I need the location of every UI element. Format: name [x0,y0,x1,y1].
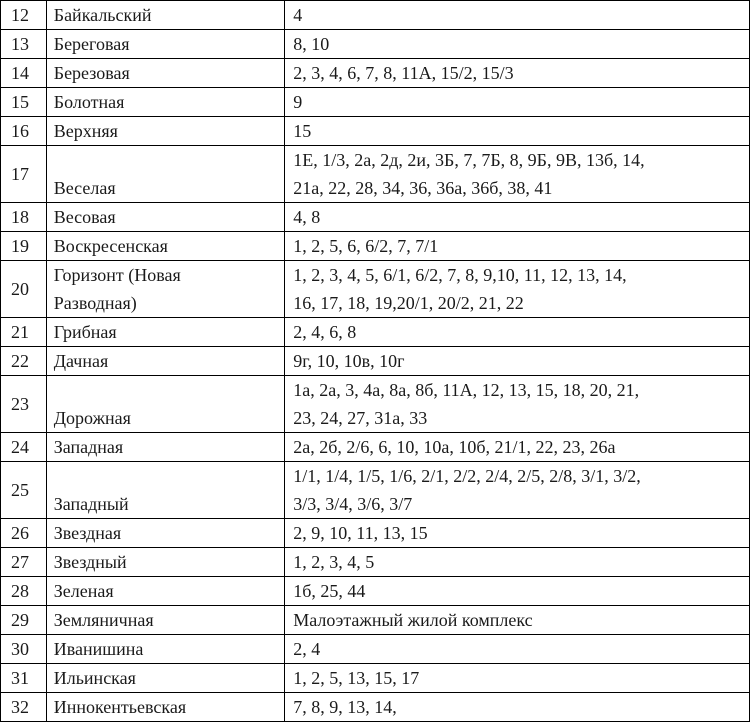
street-name-cell [46,347,285,376]
house-numbers-cell [285,232,750,261]
street-name-cell [46,433,285,462]
house-numbers-cell [285,376,750,433]
table-row [1,664,750,693]
house-numbers-cell [285,1,750,30]
row-number-text: 23 [11,394,29,414]
row-number-text: 28 [11,581,29,601]
row-number-text: 22 [11,351,29,371]
table-row [1,146,750,203]
house-numbers-text: 1, 2, 5, 6, 6/2, 7, 7/1 [293,236,439,256]
house-numbers-text: 7, 8, 9, 13, 14, [293,697,397,717]
row-number-cell [1,1,47,30]
house-numbers-cell [285,261,750,318]
house-numbers-text: 1, 2, 5, 13, 15, 17 [293,668,420,688]
row-number-cell [1,146,47,203]
table-row [1,318,750,347]
row-number-cell [1,433,47,462]
row-number-cell [1,232,47,261]
street-name-cell [46,88,285,117]
street-name-cell [46,519,285,548]
row-number-cell [1,203,47,232]
row-number-text: 16 [11,121,29,141]
house-numbers-text: 2, 4 [293,639,321,659]
house-numbers-cell [285,664,750,693]
street-name-text: Дачная [53,351,109,371]
house-numbers-cell [285,318,750,347]
street-name-cell [46,146,285,203]
row-number-text: 32 [11,697,29,717]
street-name-cell [46,203,285,232]
table-row [1,232,750,261]
house-numbers-cell [285,548,750,577]
house-numbers-text: 1Е, 1/3, 2а, 2д, 2и, 3Б, 7, 7Б, 8, 9Б, 9В, 13б, 14, 21а, 22, 28, 34, 36, 36а, 36б, 38, 41 [293,150,645,198]
row-number-text: 21 [11,322,29,342]
house-numbers-cell [285,347,750,376]
house-numbers-cell [285,59,750,88]
row-number-text: 20 [11,279,29,299]
row-number-text: 18 [11,207,29,227]
street-name-text: Западная [53,437,124,457]
street-name-text: Западный [53,494,129,514]
row-number-cell [1,347,47,376]
house-numbers-cell [285,146,750,203]
table-row [1,261,750,318]
house-numbers-cell [285,577,750,606]
table-row [1,577,750,606]
table-row [1,117,750,146]
table-body [1,1,750,722]
house-numbers-cell [285,519,750,548]
table-row [1,376,750,433]
row-number-cell [1,261,47,318]
house-numbers-text: 1, 2, 3, 4, 5, 6/1, 6/2, 7, 8, 9,10, 11, 12, 13, 14, 16, 17, 18, 19,20/1, 20/2, 21, 22 [293,265,627,313]
street-name-text: Весовая [53,207,116,227]
table-row [1,203,750,232]
street-name-cell [46,376,285,433]
row-number-cell [1,117,47,146]
row-number-cell [1,59,47,88]
house-numbers-text: 4 [293,5,303,25]
house-numbers-text: 1б, 25, 44 [293,581,366,601]
street-name-text: Воскресенская [53,236,168,256]
street-name-text: Иннокентьевская [53,697,187,717]
house-numbers-cell [285,30,750,59]
house-numbers-text: 15 [293,121,312,141]
street-name-cell [46,606,285,635]
house-numbers-text: 1, 2, 3, 4, 5 [293,552,375,572]
house-numbers-text: 9г, 10, 10в, 10г [293,351,405,371]
house-numbers-text: 2, 4, 6, 8 [293,322,357,342]
table-row [1,693,750,722]
house-numbers-cell [285,117,750,146]
house-numbers-cell [285,606,750,635]
table-row [1,548,750,577]
row-number-text: 29 [11,610,29,630]
table-row [1,433,750,462]
row-number-text: 24 [11,437,29,457]
house-numbers-text: 1а, 2а, 3, 4а, 8а, 8б, 11А, 12, 13, 15, 18, 20, 21, 23, 24, 27, 31а, 33 [293,380,640,428]
row-number-cell [1,577,47,606]
row-number-text: 15 [11,92,29,112]
row-number-text: 30 [11,639,29,659]
table-row [1,30,750,59]
street-name-text: Иванишина [53,639,144,659]
street-name-cell [46,577,285,606]
street-name-text: Береговая [53,34,130,54]
row-number-cell [1,664,47,693]
house-numbers-cell [285,462,750,519]
street-name-cell [46,693,285,722]
street-name-cell [46,117,285,146]
row-number-cell [1,376,47,433]
street-name-cell [46,664,285,693]
row-number-text: 26 [11,523,29,543]
street-name-cell [46,635,285,664]
street-name-cell [46,1,285,30]
street-name-cell [46,548,285,577]
row-number-text: 31 [11,668,29,688]
street-name-text: Ильинская [53,668,136,688]
street-name-text: Болотная [53,92,125,112]
table-row [1,606,750,635]
table-row [1,1,750,30]
street-name-text: Байкальский [53,5,152,25]
street-name-cell [46,462,285,519]
street-name-text: Горизонт (Новая Разводная) [53,265,181,313]
street-name-text: Дорожная [53,408,131,428]
street-name-cell [46,318,285,347]
street-name-cell [46,30,285,59]
row-number-cell [1,88,47,117]
row-number-text: 12 [11,5,29,25]
row-number-text: 27 [11,552,29,572]
street-name-cell [46,59,285,88]
table-row [1,635,750,664]
row-number-cell [1,462,47,519]
table-row [1,59,750,88]
street-name-text: Звездная [53,523,122,543]
house-numbers-text: 1/1, 1/4, 1/5, 1/6, 2/1, 2/2, 2/4, 2/5, 2/8, 3/1, 3/2, 3/3, 3/4, 3/6, 3/7 [293,466,641,514]
house-numbers-cell [285,635,750,664]
row-number-text: 25 [11,480,29,500]
row-number-text: 13 [11,34,29,54]
house-numbers-text: 4, 8 [293,207,321,227]
table-row [1,519,750,548]
table-row [1,347,750,376]
street-name-text: Веселая [53,178,116,198]
row-number-cell [1,318,47,347]
house-numbers-cell [285,88,750,117]
house-numbers-text: 2, 3, 4, 6, 7, 8, 11А, 15/2, 15/3 [293,63,514,83]
row-number-text: 19 [11,236,29,256]
street-name-cell [46,232,285,261]
row-number-cell [1,30,47,59]
house-numbers-text: 9 [293,92,303,112]
house-numbers-cell [285,203,750,232]
house-numbers-cell [285,693,750,722]
street-name-cell [46,261,285,318]
row-number-cell [1,635,47,664]
street-name-text: Земляничная [53,610,154,630]
street-name-text: Звездный [53,552,127,572]
house-numbers-text: Малоэтажный жилой комплекс [293,610,533,630]
row-number-cell [1,693,47,722]
street-name-text: Грибная [53,322,117,342]
house-numbers-text: 8, 10 [293,34,330,54]
house-numbers-text: 2а, 2б, 2/6, 6, 10, 10а, 10б, 21/1, 22, 23, 26а [293,437,616,457]
row-number-text: 14 [11,63,29,83]
house-numbers-cell [285,433,750,462]
table-row [1,462,750,519]
row-number-cell [1,548,47,577]
row-number-cell [1,606,47,635]
house-numbers-text: 2, 9, 10, 11, 13, 15 [293,523,428,543]
street-name-text: Верхняя [53,121,118,141]
row-number-cell [1,519,47,548]
street-name-text: Зеленая [53,581,114,601]
table-row [1,88,750,117]
row-number-text: 17 [11,164,29,184]
street-name-text: Березовая [53,63,130,83]
